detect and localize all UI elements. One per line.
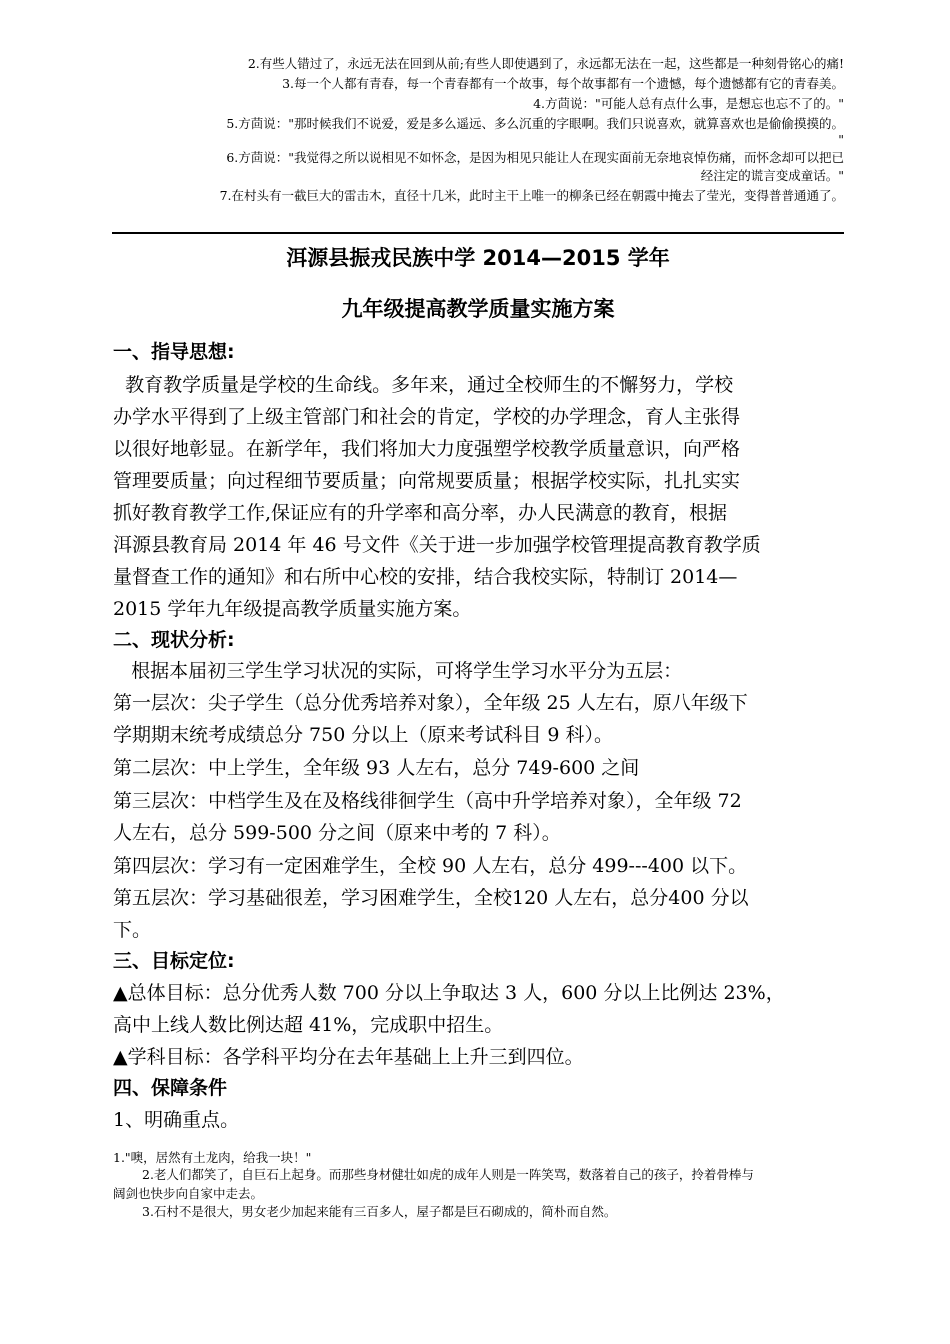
divider-rule <box>112 232 844 234</box>
body-line: 下。 <box>113 919 152 941</box>
top-note-5-end: " <box>838 132 844 147</box>
body-line: 第四层次：学习有一定困难学生，全校 90 人左右，总分 499---400 以下。 <box>113 855 748 877</box>
body-line: 抓好教育教学工作,保证应有的升学率和高分率，办人民满意的教育，根据 <box>113 502 728 524</box>
body-line: 第五层次：学习基础很差，学习困难学生，全校120 人左右，总分400 分以 <box>113 887 749 909</box>
body-line: 量督查工作的通知》和右所中心校的安排，结合我校实际，特制订 2014— <box>113 566 738 588</box>
bottom-note-2-cont: 阔剑也快步向自家中走去。 <box>113 1186 264 1201</box>
body-line: 第二层次：中上学生，全年级 93 人左右，总分 749-600 之间 <box>113 757 640 779</box>
body-line: 高中上线人数比例达超 41%，完成职中招生。 <box>113 1014 504 1036</box>
body-line: 办学水平得到了上级主管部门和社会的肯定，学校的办学理念，育人主张得 <box>113 406 741 428</box>
body-line: 洱源县教育局 2014 年 46 号文件《关于进一步加强学校管理提高教育教学质 <box>113 534 761 556</box>
body-line: 根据本届初三学生学习状况的实际，可将学生学习水平分为五层： <box>113 660 683 682</box>
section-heading-goals: 三、目标定位: <box>113 950 235 972</box>
body-line: 人左右，总分 599-500 分之间（原来中考的 7 科）。 <box>113 822 561 844</box>
bottom-note-1: 1."噢，居然有土龙肉，给我一块！" <box>113 1150 312 1165</box>
body-line: 管理要质量；向过程细节要质量；向常规要质量；根据学校实际，扎扎实实 <box>113 470 741 492</box>
body-line: 以很好地彰显。在新学年，我们将加大力度强塑学校教学质量意识，向严格 <box>113 438 741 460</box>
body-line: 教育教学质量是学校的生命线。多年来，通过全校师生的不懈努力，学校 <box>113 374 734 396</box>
bottom-note-3: 3.石村不是很大，男女老少加起来能有三百多人，屋子都是巨石砌成的，简朴而自然。 <box>142 1204 617 1219</box>
section-heading-guiding-thought: 一、指导思想: <box>113 341 235 363</box>
bottom-note-2: 2.老人们都笑了，自巨石上起身。而那些身材健壮如虎的成年人则是一阵笑骂，数落着自己的孩子，拎着骨棒与 <box>142 1167 754 1182</box>
top-note-2: 2.有些人错过了，永远无法在回到从前;有些人即使遇到了，永远都无法在一起，这些都是一种刻骨铭心的痛! <box>247 56 844 71</box>
top-note-3: 3.每一个人都有青春，每一个青春都有一个故事，每个故事都有一个遗憾，每个遗憾都有它的青春美。 <box>282 76 844 91</box>
body-line: 第一层次：尖子学生（总分优秀培养对象），全年级 25 人左右，原八年级下 <box>113 692 748 714</box>
section-heading-status-analysis: 二、现状分析: <box>113 629 235 651</box>
top-note-4: 4.方茴说："可能人总有点什么事，是想忘也忘不了的。" <box>533 96 844 111</box>
body-line: 1、明确重点。 <box>113 1109 240 1131</box>
top-note-5: 5.方茴说："那时候我们不说爱，爱是多么遥远、多么沉重的字眼啊。我们只说喜欢，就算喜欢也是偷偷摸摸的。 <box>226 116 844 131</box>
body-line: ▲总体目标：总分优秀人数 700 分以上争取达 3 人，600 分以上比例达 23%， <box>113 982 785 1004</box>
page-title: 洱源县振戎民族中学 2014—2015 学年 <box>286 246 670 270</box>
body-line: 2015 学年九年级提高教学质量实施方案。 <box>113 598 472 620</box>
page-subtitle: 九年级提高教学质量实施方案 <box>341 297 615 321</box>
top-note-7: 7.在村头有一截巨大的雷击木，直径十几米，此时主干上唯一的柳条已经在朝霞中掩去了莹光，变得普普通通了。 <box>219 188 844 203</box>
top-note-6: 6.方茴说："我觉得之所以说相见不如怀念，是因为相见只能让人在现实面前无奈地哀悼伤痛，而怀念却可以把已 <box>226 150 844 165</box>
body-line: ▲学科目标：各学科平均分在去年基础上上升三到四位。 <box>113 1046 584 1068</box>
top-note-6-cont: 经注定的谎言变成童话。" <box>700 168 844 183</box>
section-heading-safeguards: 四、保障条件 <box>113 1077 228 1099</box>
body-line: 第三层次：中档学生及在及格线徘徊学生（高中升学培养对象），全年级 72 <box>113 790 742 812</box>
body-line: 学期期末统考成绩总分 750 分以上（原来考试科目 9 科）。 <box>113 724 614 746</box>
